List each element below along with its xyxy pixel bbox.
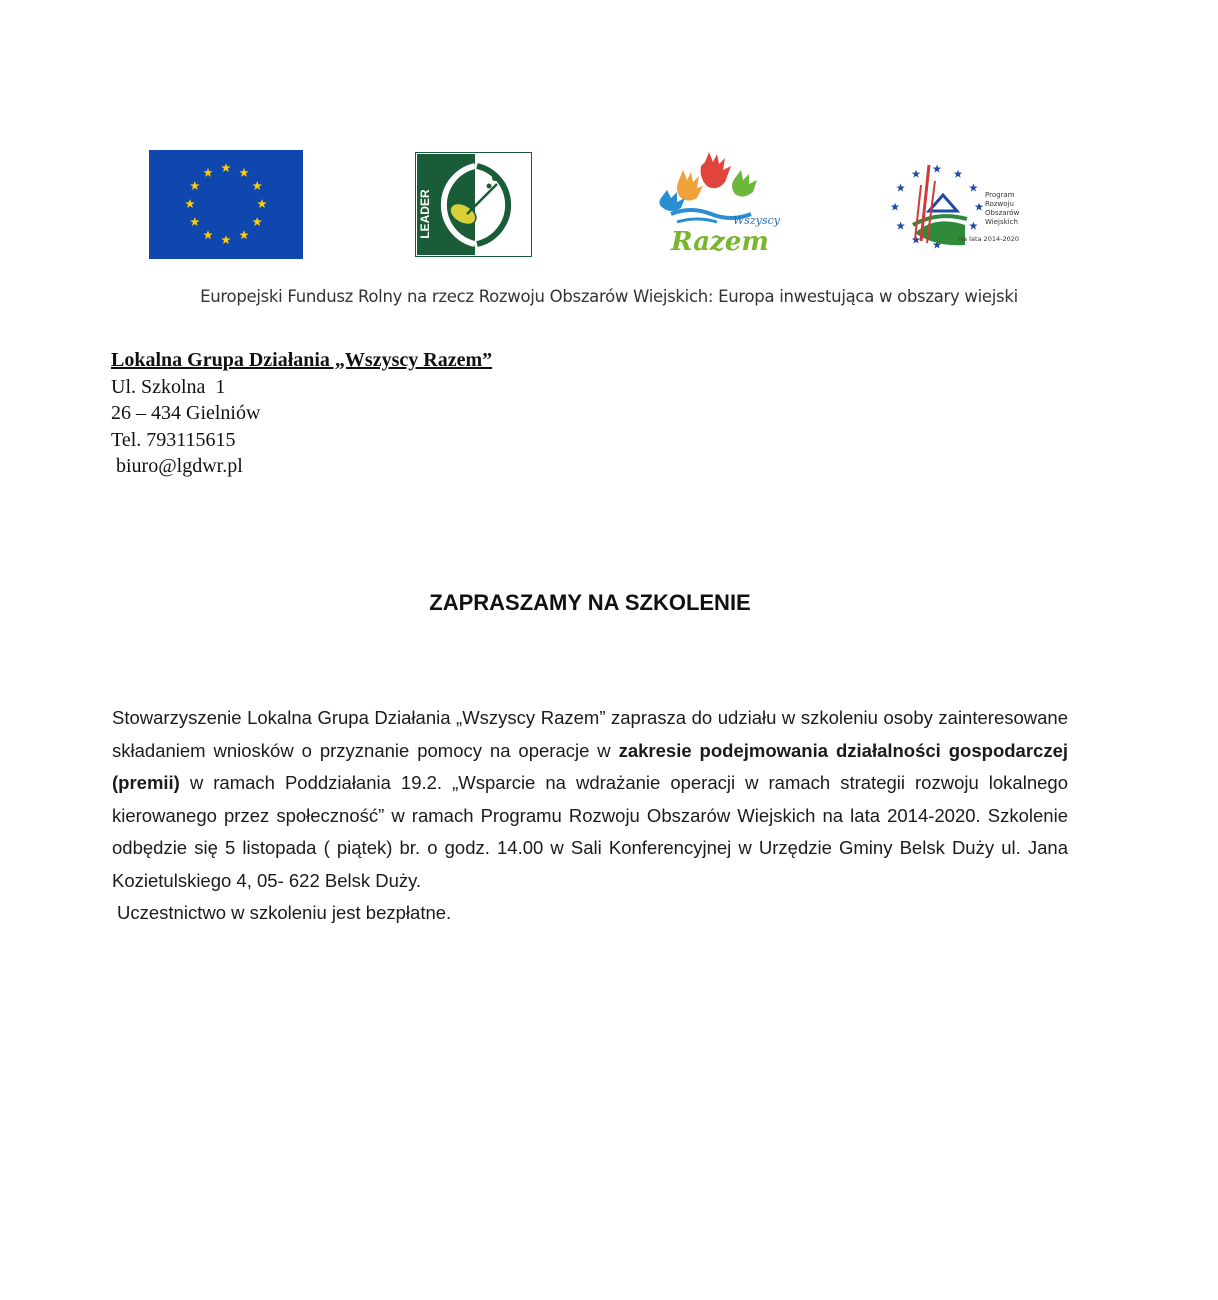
- hands-icon: [657, 152, 791, 256]
- prow-line5: na lata 2014-2020: [959, 235, 1019, 243]
- eu-star-icon: [252, 217, 262, 226]
- paragraph-bold: zakresie podejmowania działalności gospodarczej (premii): [112, 739, 1068, 793]
- prow-star-icon: [896, 184, 905, 192]
- leader-text: LEADER: [418, 189, 432, 239]
- prow-line3: Obszarów: [985, 209, 1020, 217]
- eu-star-icon: [203, 168, 213, 177]
- invitation-paragraph: [112, 702, 1068, 897]
- prow-star-icon: [954, 170, 963, 178]
- paragraph-part-2: w ramach Poddziałania 19.2. „Wsparcie na wdrażanie operacji w ramach strategii rozwoju lokalnego kierowanego przez społeczność” w ramach Programu Rozwoju Obszarów Wiejskich na lata 2014-2020. Szkolenie odbędzie się 5 listopada ( piątek) br. o godz. 14.00 w Sali Konferencyjnej w Urzędzie Gminy Belsk Duży ul. Jana Kozietulskiego 4, 05- 622 Belsk Duży.: [112, 772, 1068, 891]
- email-address: biuro@lgdwr.pl: [111, 455, 243, 477]
- eu-star-icon: [190, 181, 200, 190]
- prow-logo: [885, 155, 1030, 255]
- eu-star-icon: [203, 230, 213, 239]
- prow-line1: Program: [985, 191, 1015, 199]
- eu-flag-logo: [149, 150, 303, 259]
- closing-line: Uczestnictwo w szkoleniu jest bezpłatne.: [117, 902, 452, 923]
- postal-city: 26 – 434 Gielniów: [111, 402, 261, 424]
- leader-logo: [415, 152, 532, 257]
- eu-star-icon: [257, 199, 267, 208]
- prow-line4: Wiejskich: [985, 218, 1018, 226]
- eu-star-icon: [239, 230, 249, 239]
- eu-stars-icon: [149, 150, 303, 259]
- page-title: ZAPRASZAMY NA SZKOLENIE: [429, 590, 751, 615]
- eu-star-icon: [185, 199, 195, 208]
- prow-star-icon: [969, 222, 978, 230]
- street-address: Ul. Szkolna 1: [111, 375, 226, 398]
- prow-star-icon: [891, 203, 900, 211]
- address-block: [111, 347, 492, 480]
- paragraph-part-1: Stowarzyszenie Lokalna Grupa Działania „Wszyscy Razem” zaprasza do udziału w szkoleniu osoby zainteresowane składaniem wniosków o przyznanie pomocy na operacje w: [112, 707, 1068, 761]
- eu-star-icon: [190, 217, 200, 226]
- funding-caption: Europejski Fundusz Rolny na rzecz Rozwoju Obszarów Wiejskich: Europa inwestująca w obszary wiejski: [200, 287, 1018, 306]
- razem-big-text: Razem: [671, 227, 769, 256]
- eu-star-icon: [252, 181, 262, 190]
- eu-star-icon: [221, 163, 231, 172]
- eu-star-icon: [221, 235, 231, 244]
- organization-name: Lokalna Grupa Działania „Wszyscy Razem”: [111, 349, 493, 371]
- prow-emblem-icon: [885, 155, 1030, 255]
- razem-small-text: Wszyscy: [733, 214, 780, 227]
- prow-star-icon: [912, 170, 921, 178]
- prow-star-icon: [896, 222, 905, 230]
- eu-star-icon: [239, 168, 249, 177]
- prow-star-icon: [975, 203, 984, 211]
- prow-star-icon: [969, 184, 978, 192]
- phone-number: Tel. 793115615: [111, 428, 236, 451]
- prow-line2: Rozwoju: [985, 200, 1014, 208]
- wszyscy-razem-logo: [657, 152, 791, 256]
- prow-star-icon: [933, 165, 942, 173]
